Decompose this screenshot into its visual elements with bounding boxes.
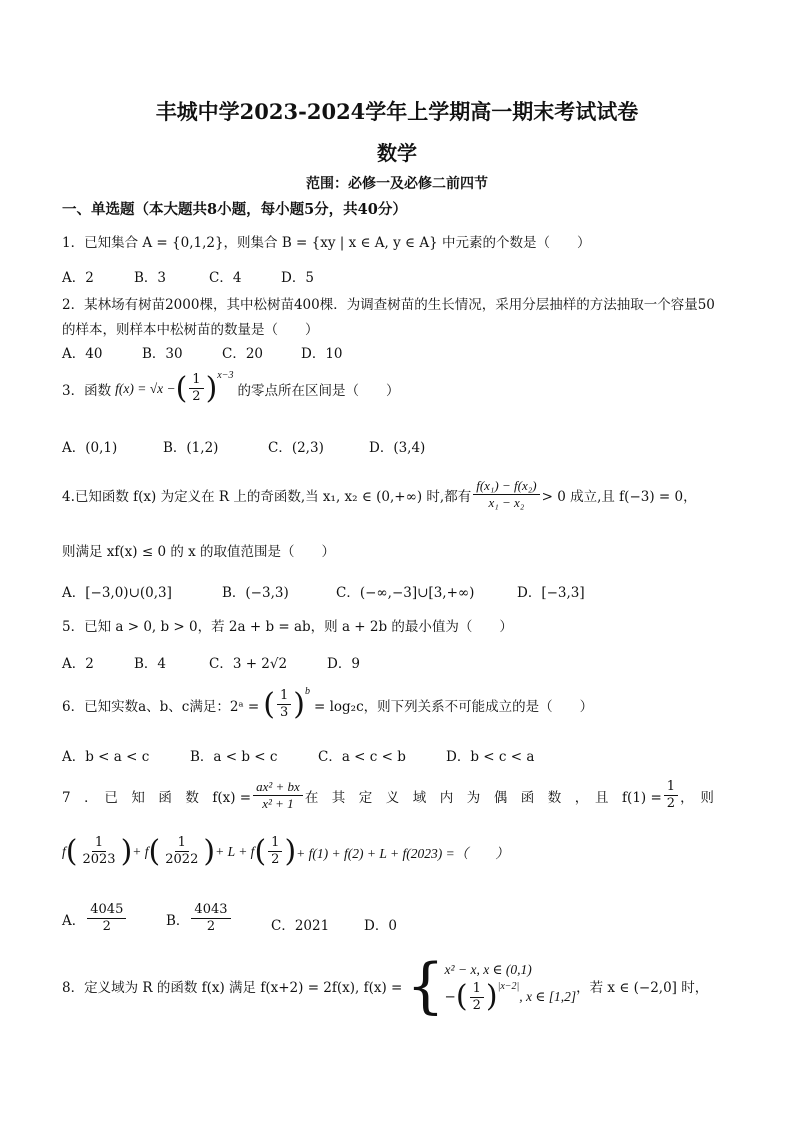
q3-left-paren: ( (175, 370, 188, 406)
q8-case-2-num: 1 (470, 981, 484, 998)
q7-option-a-label: A． (62, 912, 86, 929)
q3-half-fraction (189, 372, 203, 405)
q7-option-b-label: B． (166, 912, 190, 929)
q3-right-paren: ) (205, 370, 218, 406)
q7-plus-f: + f (132, 843, 149, 859)
question-4-line-1 (62, 478, 697, 511)
q6-option-d: D．b < c < a (446, 749, 535, 765)
q2-option-c: C．20 (222, 346, 264, 362)
q7-paren-2l: ( (148, 833, 161, 869)
q6-fraction (277, 688, 291, 721)
q7-option-b-den: 2 (206, 919, 216, 934)
q8-case-2-den: 2 (472, 997, 481, 1013)
q8-case-2-domain: , x ∈ [1,2] (519, 989, 577, 1004)
q7-half-num: 1 (664, 779, 678, 796)
q7-half-den: 2 (666, 796, 676, 811)
q8-paren-l: ( (455, 979, 468, 1014)
q5-option-b: B．4 (134, 656, 167, 672)
exam-title: 丰城中学2023-2024学年上学期高一期末考试试卷 (155, 99, 639, 124)
q6-option-b: B．a < b < c (190, 749, 278, 765)
q8-case-2-fraction (470, 981, 484, 1014)
q6-prefix: 6．已知实数a、b、c满足：2ᵃ = (62, 698, 260, 715)
q4-text-a: 4.已知函数 f(x) 为定义在 R 上的奇函数,当 x₁, x₂ ∈ (0,+∞) 时,都有 (62, 488, 472, 505)
q2-option-d: D．10 (301, 346, 343, 362)
q7-term-2 (162, 835, 201, 868)
q5-option-c: C．3 + 2√2 (209, 656, 288, 672)
q7-term-3-den: 2 (271, 852, 280, 867)
q7-frac-den: x² + 1 (262, 796, 294, 811)
q2-option-b: B．30 (142, 346, 183, 362)
question-5: 5．已知 a > 0, b > 0，若 2a + b = ab，则 a + 2b 的最小值为（ ） (62, 619, 513, 635)
q7-term-3-num: 1 (268, 835, 282, 852)
q2-option-a: A．40 (62, 346, 103, 362)
q7-paren-2r: ) (203, 833, 216, 869)
q7-paren-3r: ) (284, 833, 297, 869)
q6-option-a: A．b < a < c (62, 749, 150, 765)
q6-exponent: b (304, 686, 310, 697)
question-6 (62, 688, 593, 721)
q8-brace: { (406, 951, 445, 1021)
q3-half-num: 1 (189, 372, 203, 389)
q3-option-d: D．(3,4) (369, 440, 426, 456)
question-1: 1．已知集合 A = {0,1,2}，则集合 B = {xy | x ∈ A, y ∈ A} 中元素的个数是（ ） (62, 235, 591, 251)
q4-option-b: B．(−3,3) (222, 585, 289, 601)
q1-option-c: C．4 (209, 270, 242, 286)
q7-option-a (62, 902, 128, 935)
q1-option-b: B．3 (134, 270, 167, 286)
section-heading: 一、单选题（本大题共8小题，每小题5分，共40分） (62, 201, 407, 218)
q3-option-b: B．(1,2) (163, 440, 219, 456)
q7-option-b (166, 902, 233, 935)
q7-text-a: 7 ． 已 知 函 数 f(x) = (62, 789, 252, 806)
exam-scope: 范围：必修一及必修二前四节 (306, 176, 488, 192)
q8-case-1: x² − x, x ∈ (0,1) (444, 961, 532, 977)
q3-option-a: A．(0,1) (62, 440, 118, 456)
q7-paren-3l: ( (254, 833, 267, 869)
q7-option-a-num: 4045 (87, 902, 126, 919)
q7-text-b: 在 其 定 义 域 内 为 偶 函 数 ， 且 f(1) = (304, 789, 662, 806)
question-8 (62, 951, 709, 1021)
question-4-line-2: 则满足 xf(x) ≤ 0 的 x 的取值范围是（ ） (62, 544, 336, 560)
q4-frac-den: x₁ − x₂ (488, 495, 525, 510)
q3-half-den: 2 (192, 389, 201, 404)
q7-option-b-num: 4043 (191, 902, 230, 919)
q7-fraction (253, 779, 303, 812)
q5-option-d: D．9 (327, 656, 360, 672)
q7-term-2-den: 2022 (165, 852, 199, 867)
q7-term-3 (268, 835, 282, 868)
q6-suffix: = log₂c，则下列关系不可能成立的是（ ） (313, 698, 594, 715)
q6-frac-num: 1 (277, 688, 291, 705)
q8-case-2 (445, 981, 577, 1014)
q3-exponent: x−3 (217, 370, 234, 381)
q8-prefix: 8．定义域为 R 的函数 f(x) 满足 f(x+2) = 2f(x), f(x) = (62, 980, 403, 996)
q6-right-paren: ) (293, 686, 305, 722)
question-2-line-1: 2．某林场有树苗2000棵，其中松树苗400棵．为调查树苗的生长情况，采用分层抽样的方法抽取一个容量50 (62, 297, 715, 313)
q7-end: + f(1) + f(2) + L + f(2023) =（ ） (296, 845, 509, 861)
q3-option-c: C．(2,3) (268, 440, 324, 456)
q7-text-c: ， 则 (680, 789, 714, 806)
q7-option-d: D．0 (364, 918, 397, 934)
q8-case-2-minus: − (444, 989, 456, 1005)
q4-option-a: A．[−3,0)∪(0,3] (62, 585, 172, 601)
q4-option-c: C．(−∞,−3]∪[3,+∞) (336, 585, 475, 601)
question-2-line-2: 的样本，则样本中松树苗的数量是（ ） (62, 322, 319, 338)
q7-option-a-fraction (87, 902, 126, 935)
q6-left-paren: ( (263, 686, 275, 722)
q7-mid: + L + f (215, 843, 255, 859)
q7-f-1: f (62, 843, 66, 859)
q8-paren-r: ) (485, 979, 498, 1014)
q8-suffix: ，若 x ∈ (−2,0] 时， (576, 980, 709, 996)
q3-suffix: 的零点所在区间是（ ） (237, 382, 400, 399)
q3-function: f(x) = √x − (115, 380, 176, 396)
q5-option-a: A．2 (62, 656, 94, 672)
q6-option-c: C．a < c < b (318, 749, 406, 765)
q6-frac-den: 3 (279, 705, 289, 720)
question-3 (62, 372, 399, 405)
q4-frac-num: f(x₁) − f(x₂) (473, 478, 539, 495)
q7-term-1-den: 2023 (82, 852, 116, 867)
question-7-line-1 (62, 779, 714, 812)
q7-frac-num: ax² + bx (253, 779, 303, 796)
q8-case-2-exponent: |x−2| (497, 980, 520, 992)
q7-term-1 (79, 835, 118, 868)
q3-prefix: 3．函数 (62, 382, 112, 399)
q1-option-d: D．5 (281, 270, 314, 286)
q7-option-b-fraction (191, 902, 230, 935)
q7-paren-1l: ( (65, 833, 78, 869)
q4-fraction (473, 478, 539, 511)
q8-cases (445, 959, 577, 1014)
q4-option-d: D．[−3,3] (517, 585, 585, 601)
q7-option-c: C．2021 (271, 918, 330, 934)
exam-subject: 数学 (377, 141, 417, 165)
q7-term-1-num: 1 (92, 835, 106, 852)
q7-term-2-num: 1 (175, 835, 189, 852)
q7-paren-1r: ) (120, 833, 133, 869)
q7-option-a-den: 2 (102, 919, 111, 934)
q7-half-fraction (664, 779, 678, 812)
q1-option-a: A．2 (62, 270, 94, 286)
question-7-line-2 (62, 835, 509, 868)
q4-text-b: > 0 成立,且 f(−3) = 0， (541, 488, 697, 505)
